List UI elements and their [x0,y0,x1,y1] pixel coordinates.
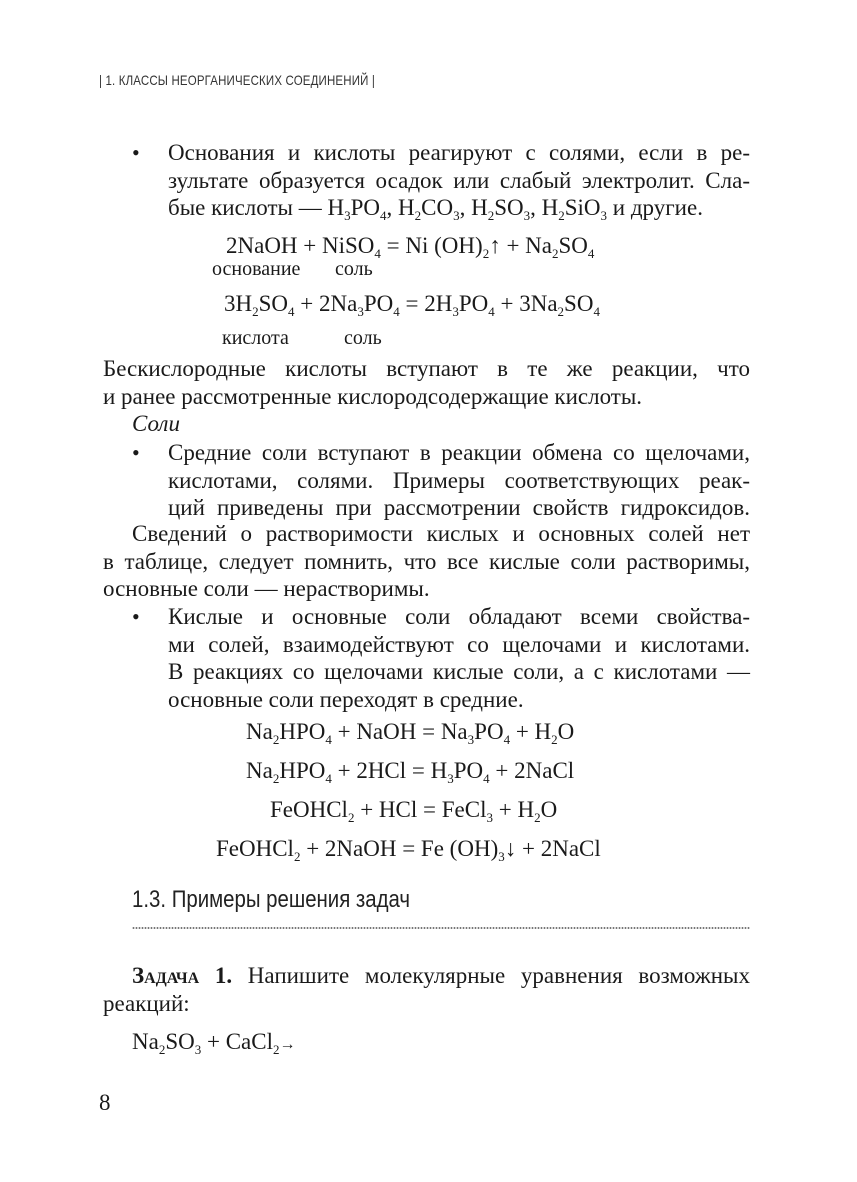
para3-line3: ций приведены при рассмотрении свойств гидроксидов. [168,495,750,520]
paragraph-bases-acids [168,139,750,222]
task-1-line2: реакций: [103,990,190,1016]
equation-2: $3H_2SO_4 + 2Na_3PO_4 = 2H_3PO_4 + 3Na_2SO_4$ [224,291,600,319]
section-rule [132,926,750,930]
para1-line1: Основания и кислоты реагируют с солями, если в ре- [168,140,750,165]
para5-line2: ми солей, взаимодействуют со щелочами и кислотами. [168,631,750,657]
equation-1: 2NaOH + NiSO$_4$ = Ni $(OH)_2↑ + Na_2SO_4$ [226,233,595,261]
paragraph-middle-salts [168,439,750,522]
bullet-1: • [132,140,140,165]
equation-2-caption-acid: кислота [222,327,289,349]
task-1 [103,962,750,1017]
equation-7: $Na_2SO_3$ + CaCl$_2$→ [132,1029,296,1057]
bullet-3: • [132,604,140,629]
equation-6: FeOHCl$_2$ + 2NaOH = Fe $(OH)_3↓$ + 2NaCl [216,836,601,864]
equation-3: $Na_2HPO_4$ + NaOH = $Na_3PO_4 + H_2O$ [246,719,575,747]
paragraph-acid-basic-salts [168,603,750,713]
para2-line2: и ранее рассмотренные кислородсодержащие кислоты. [103,383,643,409]
task-1-line1: Задача 1. Напишите молекулярные уравнения возможных [132,963,751,988]
task-1-label: Задача 1. [132,963,233,988]
running-head: | 1. КЛАССЫ НЕОРГАНИЧЕСКИХ СОЕДИНЕНИЙ | [99,72,376,88]
bullet-2: • [132,440,140,465]
para1-line2: зультате образуется осадок или слабый электролит. Сла- [168,167,750,193]
para5-line1: Кислые и основные соли обладают всеми свойства- [168,604,750,629]
equation-4: $Na_2HPO_4 + 2HCl = H_3PO_4$ + 2NaCl [246,758,575,786]
salts-heading: Соли [132,411,180,436]
section-title: 1.3. Примеры решения задач [132,886,411,913]
para5-line3: В реакциях со щелочами кислые соли, а с кислотами — [168,659,750,684]
paragraph-solubility [103,520,750,603]
para4-line1: Сведений о растворимости кислых и основных солей нет [132,521,750,546]
para3-line2: кислотами, солями. Примеры соответствующих реак- [168,467,750,493]
paragraph-oxygenless-acids [103,355,750,410]
para5-line4: основные соли переходят в средние. [168,686,524,712]
para4-line2: в таблице, следует помнить, что все кислые соли растворимы, [103,548,750,574]
para1-line3: бые кислоты — $H_3PO_4$, $H_2CO_3$, $H_2SO_3$, $H_2SiO_3$ и другие. [168,195,703,223]
page-number: 8 [99,1090,111,1115]
para3-line1: Средние соли вступают в реакции обмена со щелочами, [168,440,750,465]
para4-line3: основные соли — нерастворимы. [103,576,430,601]
equation-1-caption-salt: соль [335,258,373,280]
equation-2-caption-salt: соль [344,327,382,349]
equation-5: FeOHCl$_2$ + HCl = FeCl$_3$ + $H_2O$ [270,797,558,825]
equation-1-caption-base: основание [212,258,301,280]
para2-line1: Бескислородные кислоты вступают в те же реакции, что [103,356,750,381]
